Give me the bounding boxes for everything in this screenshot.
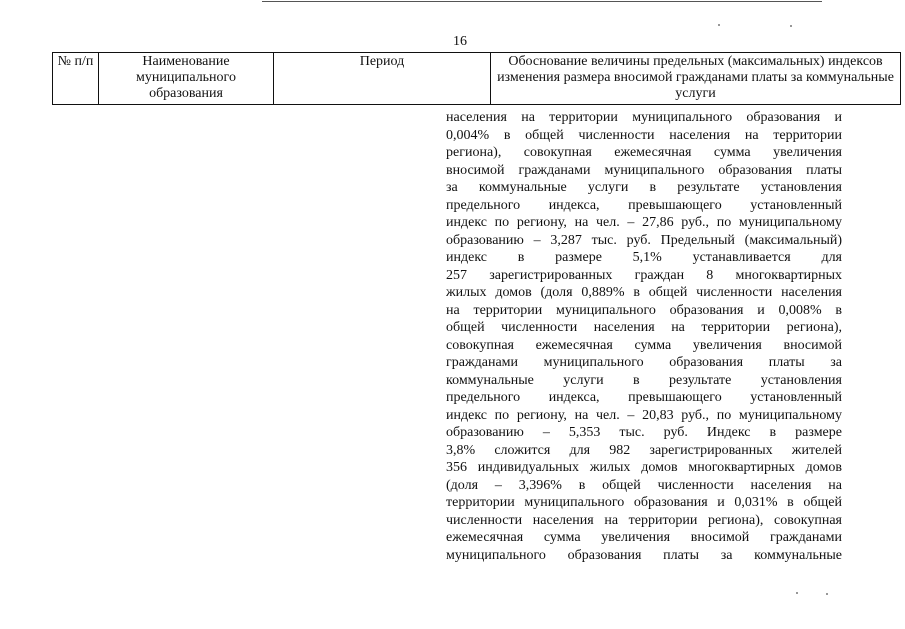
body-text-line: образованию – 3,287 тыс. руб. Предельный (максимальный): [446, 232, 842, 248]
body-text-line: 3,8% сложится для 982 зарегистрированных жителей: [446, 442, 842, 458]
body-text-line: ежемесячная сумма увеличения вносимой гражданами: [446, 530, 842, 545]
body-text-line: предельного индекса, превышающего установленный: [446, 390, 842, 405]
body-text-line: за коммунальные услуги в результате установления: [446, 180, 842, 195]
body-text-line: индекс в размере 5,1% устанавливается для: [446, 250, 842, 265]
body-text-line: гражданами муниципального образования платы за: [446, 355, 842, 370]
column-header-justification-text: Обоснование величины предельных (максимальных) индексов изменения размера вносимой гражданами платы за коммунальные услуги: [497, 54, 894, 101]
scan-top-border-line: [262, 1, 822, 2]
scan-speck: [796, 592, 798, 594]
body-text-line: численности населения на территории региона), совокупная: [446, 512, 842, 528]
column-header-number-text: № п/п: [57, 54, 94, 69]
body-text-line: коммунальные услуги в результате установления: [446, 372, 842, 388]
body-text-line: совокупная ежемесячная сумма увеличения вносимой: [446, 337, 842, 353]
scan-speck: [826, 593, 828, 595]
column-header-justification: [491, 53, 901, 105]
body-text-line: вносимой гражданами муниципального образования платы: [446, 162, 842, 178]
scan-speck: [718, 24, 720, 26]
body-text-line: общей численности населения на территории региона),: [446, 320, 842, 335]
body-text-line: на территории муниципального образования и 0,008% в: [446, 302, 842, 318]
body-text-line: индекс по региону, на чел. – 20,83 руб., по муниципальному: [446, 407, 842, 423]
scan-speck: [790, 25, 792, 27]
body-text-line: предельного индекса, превышающего установленный: [446, 197, 842, 213]
body-text-line: 356 индивидуальных жилых домов многоквартирных домов: [446, 460, 842, 475]
column-header-period: [274, 53, 491, 105]
column-header-municipality: [99, 53, 274, 105]
body-text-line: региона), совокупная ежемесячная сумма увеличения: [446, 145, 842, 160]
body-text-line: населения на территории муниципального образования и: [446, 110, 842, 125]
body-text-line: образованию – 5,353 тыс. руб. Индекс в размере: [446, 425, 842, 440]
column-header-municipality-text: Наименование муниципального образования: [136, 54, 236, 101]
body-text-line: жилых домов (доля 0,889% в общей численности населения: [446, 285, 842, 300]
body-text-line: 0,004% в общей численности населения на территории: [446, 127, 842, 143]
justification-body-text: [446, 109, 842, 564]
body-text-line: (доля – 3,396% в общей численности населения на: [446, 477, 842, 493]
page-number: 16: [453, 34, 467, 49]
column-header-period-text: Период: [359, 54, 405, 69]
column-header-number: [53, 53, 99, 105]
body-text-line: 257 зарегистрированных граждан 8 многоквартирных: [446, 267, 842, 283]
body-text-line: индекс по региону, на чел. – 27,86 руб., по муниципальному: [446, 215, 842, 230]
body-text-line: территории муниципального образования и 0,031% в общей: [446, 495, 842, 510]
table-header-row: [53, 53, 901, 105]
table-header: [52, 52, 901, 105]
body-text-line: муниципального образования платы за коммунальные: [446, 547, 842, 563]
